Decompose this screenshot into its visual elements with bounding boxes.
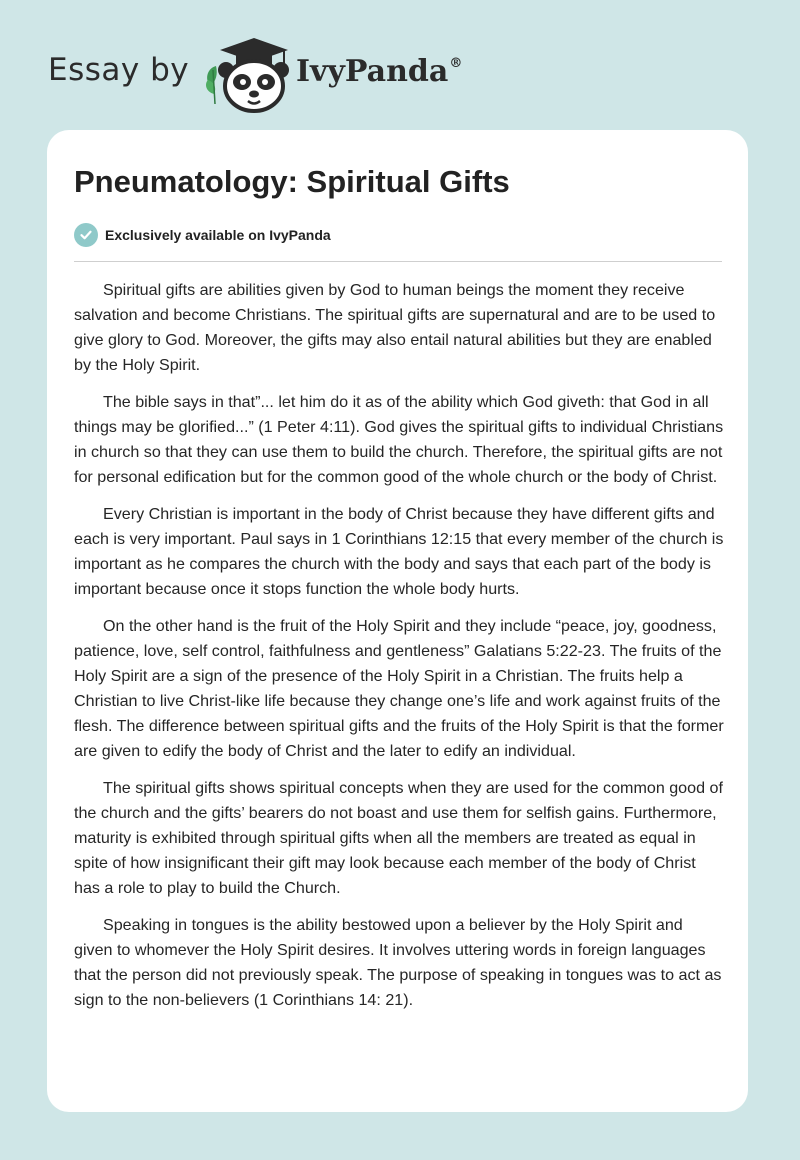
paragraph: Spiritual gifts are abilities given by God to human beings the moment they receive salvation and become Christians. The spiritual gifts are supernatural and are to be used to give glory to God. Moreover, the gifts may also entail natural abilities but they are enabled by the Holy Spirit. — [74, 281, 716, 374]
page-title: Pneumatology: Spiritual Gifts — [74, 164, 510, 199]
paragraph: Every Christian is important in the body of Christ because they have different gifts and each is very important. Paul says in 1 Corinthians 12:15 that every member of the church is important as he compares the church with the body and says that each part of the body is important because once it stops function the whole body hurts. — [74, 505, 724, 598]
paragraph: The spiritual gifts shows spiritual concepts when they are used for the common good of the church and the gifts’ bearers do not boast and use them for selfish gains. Furthermore, maturity is exhibited through spiritual gifts when all the members are treated as equal in spite of how insignificant their gift may look because each member of the body of Christ has a role to play to build the Church. — [74, 779, 723, 897]
exclusive-badge — [74, 222, 331, 248]
divider — [74, 261, 722, 262]
panda-graduate-icon[interactable] — [202, 34, 290, 114]
article-body — [74, 278, 724, 1025]
paragraph: The bible says in that”... let him do it as of the ability which God giveth: that God in all things may be glorified...” (1 Peter 4:11). God gives the spiritual gifts to individual Christians in church so that they can use them to build the church. Therefore, the spiritual gifts are not for personal edification but for the common good of the whole church or the body of Christ. — [74, 393, 724, 486]
exclusive-label: Exclusively available on IvyPanda — [105, 227, 331, 243]
paragraph: Speaking in tongues is the ability bestowed upon a believer by the Holy Spirit and given to whomever the Holy Spirit desires. It involves uttering words in foreign languages that the person did not previously speak. The purpose of speaking in tongues was to act as sign to the non-believers (1 Corinthians 14: 21). — [74, 916, 722, 1009]
brand-name[interactable]: IvyPanda® — [296, 54, 463, 89]
essay-by-label: Essay by — [48, 52, 190, 88]
article-card — [47, 130, 748, 1112]
paragraph: On the other hand is the fruit of the Holy Spirit and they include “peace, joy, goodness, patience, love, self control, faithfulness and gentleness” Galatians 5:22-23. The fruits of the Holy Spirit are a sign of the presence of the Holy Spirit in a Christian. The fruits help a Christian to live Christ-like life because they change one’s life and work against fruits of the flesh. The difference between spiritual gifts and the fruits of the Holy Spirit is that the former are given to edify the body of Christ and the later to edify an individual. — [74, 617, 724, 760]
site-header — [48, 34, 748, 114]
check-circle-icon — [74, 223, 98, 247]
